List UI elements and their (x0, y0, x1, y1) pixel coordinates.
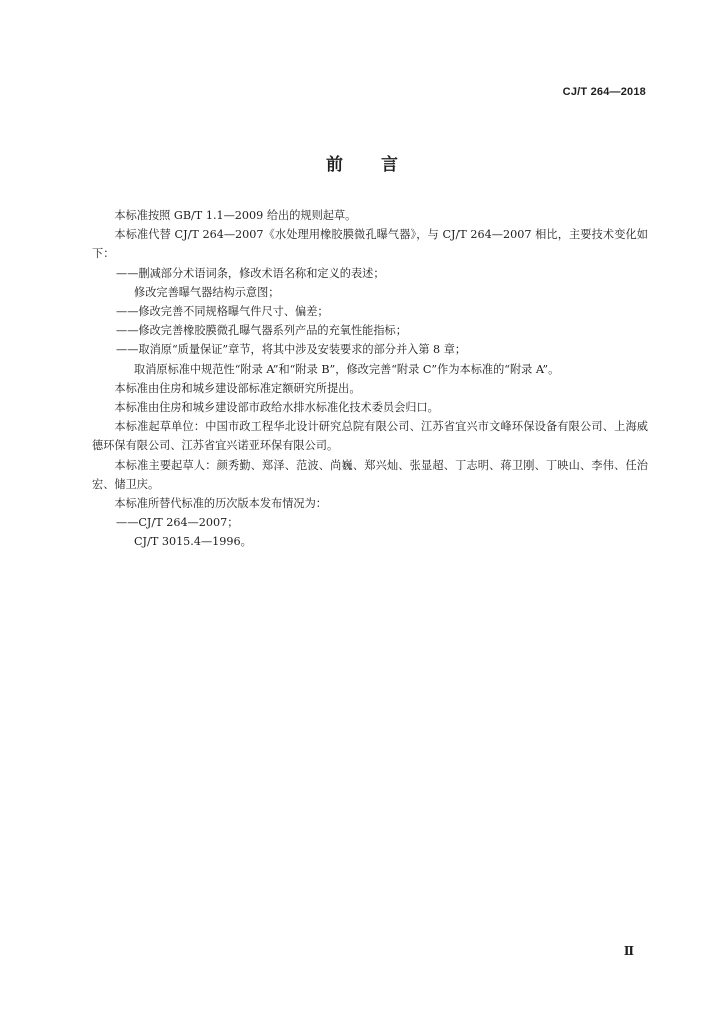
list-item-oxygenation: ——修改完善橡胶膜微孔曝气器系列产品的充氧性能指标； (116, 324, 407, 338)
list-item-structure-diagram: 修改完善曝气器结构示意图； (134, 285, 280, 299)
paragraph-replacement: 本标准代替 CJ/T 264—2007《水处理用橡胶膜微孔曝气器》，与 CJ/T 264—2007 相比，主要技术变化如下： (92, 228, 648, 261)
list-item-terms: ——删减部分术语词条，修改术语名称和定义的表述； (116, 266, 385, 280)
paragraph-committee: 本标准由住房和城乡建设部市政给水排水标准化技术委员会归口。 (114, 401, 439, 415)
paragraph-history: 本标准所替代标准的历次版本发布情况为： (114, 497, 327, 511)
list-item-appendix: 取消原标准中规范性“附录 A”和“附录 B”，修改完善“附录 C”作为本标准的“附录 A”。 (134, 362, 560, 376)
page-title (0, 150, 724, 175)
paragraph-drafting-units: 本标准起草单位：中国市政工程华北设计研究总院有限公司、江苏省宜兴市文峰环保设备有限公司、上海威德环保有限公司、江苏省宜兴诺亚环保有限公司。 (92, 420, 648, 453)
page-number: Ⅱ (623, 944, 634, 958)
list-item-dimensions: ——修改完善不同规格曝气件尺寸、偏差； (116, 305, 329, 319)
paragraph-proposer: 本标准由住房和城乡建设部标准定额研究所提出。 (114, 381, 361, 395)
title-part-1: 前 (326, 155, 343, 175)
foreword-body (92, 206, 648, 552)
list-item-history-2007: ——CJ/T 264—2007； (116, 516, 239, 530)
standard-code: CJ/T 264—2018 (562, 86, 646, 98)
list-item-quality-assurance: ——取消原“质量保证”章节，将其中涉及安装要求的部分并入第 8 章； (116, 343, 467, 357)
paragraph-drafters: 本标准主要起草人：颜秀勤、郑泽、范波、尚巍、郑兴灿、张显超、丁志明、蒋卫刚、丁映山、李伟、任治宏、储卫庆。 (92, 458, 648, 491)
title-part-2: 言 (381, 155, 398, 175)
list-item-history-1996: CJ/T 3015.4—1996。 (134, 535, 252, 549)
paragraph-drafting-rules: 本标准按照 GB/T 1.1—2009 给出的规则起草。 (114, 209, 357, 222)
